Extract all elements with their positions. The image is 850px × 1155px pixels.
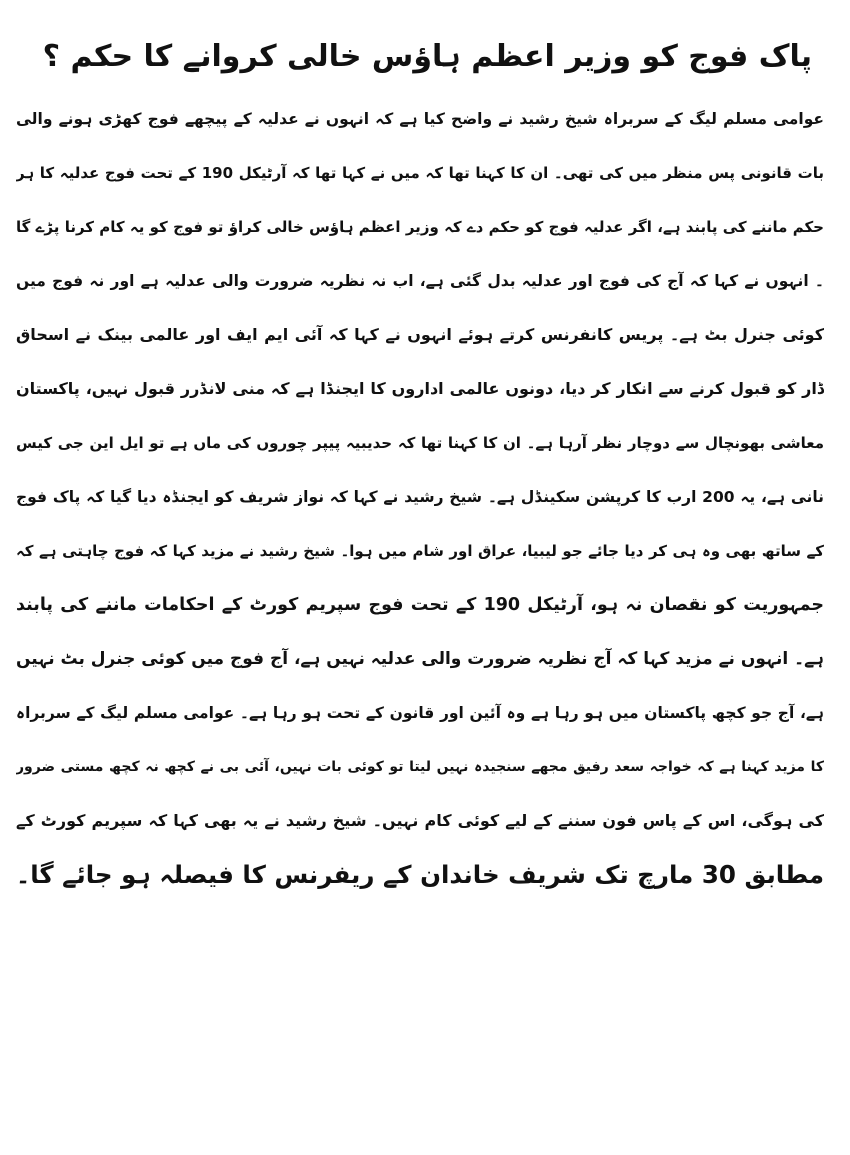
- article-line: ہے، آج جو کچھ پاکستان میں ہو رہا ہے وہ آئین اور قانون کے تحت ہو رہا ہے۔ عوامی مسلم لیگ کے سربراہ: [16, 704, 824, 722]
- article-line: مطابق 30 مارچ تک شریف خاندان کے ریفرنس کا فیصلہ ہو جائے گا۔: [16, 860, 824, 889]
- article-body: [16, 92, 824, 902]
- article-line: عوامی مسلم لیگ کے سربراہ شیخ رشید نے واضح کیا ہے کہ انہوں نے عدلیہ کے پیچھے فوج کھڑی ہونے والی: [16, 110, 824, 128]
- article-line: بات قانونی پس منظر میں کی تھی۔ ان کا کہنا تھا کہ میں نے کہا تھا کہ آرٹیکل 190 کے تحت فوج عدلیہ کا ہر: [16, 164, 824, 182]
- article-line: ڈار کو قبول کرنے سے انکار کر دیا، دونوں عالمی اداروں کا ایجنڈا ہے کہ منی لانڈرر قبول نہیں، پاکستان: [16, 379, 824, 398]
- article-line: کوئی جنرل بٹ ہے۔ پریس کانفرنس کرتے ہوئے انہوں نے کہا کہ آئی ایم ایف اور عالمی بینک نے اسحاق: [16, 325, 824, 344]
- article-line: معاشی بھونچال سے دوچار نظر آرہا ہے۔ ان کا کہنا تھا کہ حدیبیہ پیپر چوروں کی ماں ہے تو ایل این جی کیس: [16, 434, 824, 452]
- article-line: جمہوریت کو نقصان نہ ہو، آرٹیکل 190 کے تحت فوج سپریم کورٹ کے احکامات ماننے کی پابند: [16, 595, 824, 615]
- article-line: کے ساتھ بھی وہ ہی کر دیا جائے جو لیبیا، عراق اور شام میں ہوا۔ شیخ رشید نے مزید کہا کہ فوج چاہتی ہے کہ: [16, 542, 824, 560]
- article-title: پاک فوج کو وزیر اعظم ہاؤس خالی کروانے کا حکم ؟: [42, 39, 812, 74]
- article-line: ہے۔ انہوں نے مزید کہا کہ آج نظریہ ضرورت والی عدلیہ نہیں ہے، آج فوج میں کوئی جنرل بٹ نہیں: [16, 649, 824, 669]
- article-line: حکم ماننے کی پابند ہے، اگر عدلیہ فوج کو حکم دے کہ وزیر اعظم ہاؤس خالی کراؤ تو فوج کو یہ کام کرنا پڑے گا: [16, 218, 824, 236]
- article-line: کا مزید کہنا ہے کہ خواجہ سعد رفیق مجھے سنجیدہ نہیں لیتا تو کوئی بات نہیں، آئی بی نے کچھ نہ کچھ مستی ضرور: [16, 759, 824, 775]
- article-line: نانی ہے، یہ 200 ارب کا کرپشن سکینڈل ہے۔ شیخ رشید نے کہا کہ نواز شریف کو ایجنڈہ دیا گیا کہ پاک فوج: [16, 488, 824, 506]
- article-line: کی ہوگی، اس کے پاس فون سننے کے لیے کوئی کام نہیں۔ شیخ رشید نے یہ بھی کہا کہ سپریم کورٹ کے: [16, 811, 824, 830]
- article-line: ۔ انہوں نے کہا کہ آج کی فوج اور عدلیہ بدل گئی ہے، اب نہ نظریہ ضرورت والی عدلیہ ہے اور نہ فوج میں: [16, 272, 824, 290]
